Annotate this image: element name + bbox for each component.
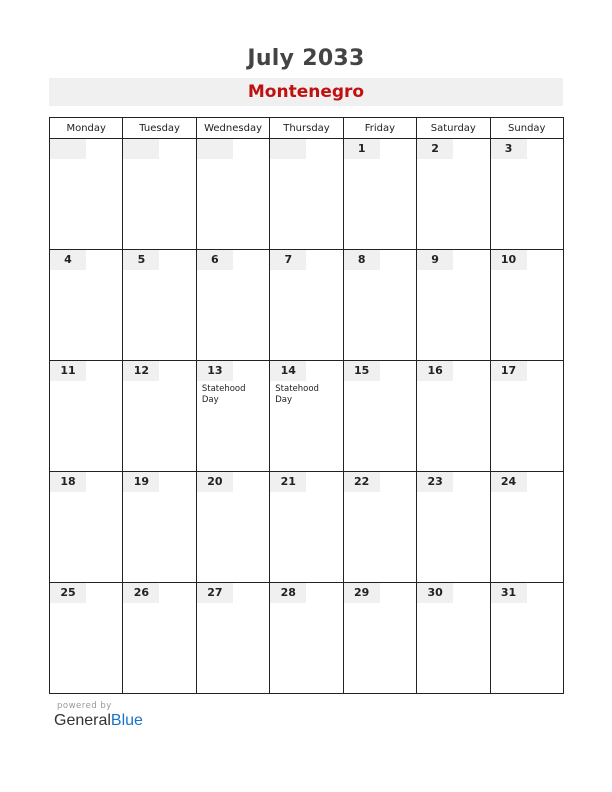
day-number: 3 [491, 139, 527, 159]
day-cell [196, 472, 269, 583]
day-number: 28 [270, 583, 306, 603]
calendar-grid [49, 117, 564, 694]
day-number: 5 [123, 250, 159, 270]
day-cell [490, 361, 563, 472]
day-cell [417, 250, 490, 361]
day-number: 14 [270, 361, 306, 381]
day-number: 9 [417, 250, 453, 270]
brand-logo[interactable] [54, 712, 143, 730]
day-cell-empty [50, 139, 123, 250]
day-number: 21 [270, 472, 306, 492]
day-number: 11 [50, 361, 86, 381]
day-number: 17 [491, 361, 527, 381]
day-cell [123, 472, 196, 583]
day-number: 27 [197, 583, 233, 603]
day-number: 6 [197, 250, 233, 270]
week-row [50, 139, 564, 250]
day-cell [123, 583, 196, 694]
day-number [50, 139, 86, 159]
weekday-header: Monday [50, 118, 123, 139]
day-cell-empty [270, 139, 343, 250]
country-name: Montenegro [247, 82, 365, 102]
day-cell-holiday [196, 361, 269, 472]
day-cell [50, 250, 123, 361]
day-cell-empty [123, 139, 196, 250]
holiday-label: Statehood Day [275, 384, 319, 405]
day-cell [50, 583, 123, 694]
week-row [50, 361, 564, 472]
day-cell [490, 139, 563, 250]
day-cell [490, 250, 563, 361]
brand-name-part2: Blue [110, 712, 143, 729]
powered-by-label: powered by [57, 701, 112, 711]
day-number: 26 [123, 583, 159, 603]
week-row [50, 583, 564, 694]
day-number: 1 [344, 139, 380, 159]
day-cell [343, 583, 416, 694]
day-cell [123, 361, 196, 472]
day-number: 15 [344, 361, 380, 381]
day-number: 24 [491, 472, 527, 492]
country-banner [49, 78, 563, 106]
day-number [197, 139, 233, 159]
day-number [270, 139, 306, 159]
weekday-header: Sunday [490, 118, 563, 139]
day-cell [417, 361, 490, 472]
day-cell [270, 250, 343, 361]
day-cell [343, 139, 416, 250]
day-cell [343, 472, 416, 583]
day-number: 7 [270, 250, 306, 270]
day-number: 16 [417, 361, 453, 381]
day-cell [417, 583, 490, 694]
day-number: 23 [417, 472, 453, 492]
day-cell [490, 583, 563, 694]
day-cell [196, 583, 269, 694]
day-number: 13 [197, 361, 233, 381]
weekday-header: Friday [343, 118, 416, 139]
day-number: 4 [50, 250, 86, 270]
day-number: 29 [344, 583, 380, 603]
day-cell [50, 472, 123, 583]
weekday-header: Thursday [270, 118, 343, 139]
day-cell-empty [196, 139, 269, 250]
weekday-header: Wednesday [196, 118, 269, 139]
week-row [50, 250, 564, 361]
weekday-header: Tuesday [123, 118, 196, 139]
day-number: 19 [123, 472, 159, 492]
day-cell [343, 250, 416, 361]
day-number: 20 [197, 472, 233, 492]
day-cell [50, 361, 123, 472]
day-cell-holiday [270, 361, 343, 472]
day-number: 10 [491, 250, 527, 270]
day-cell [270, 583, 343, 694]
day-number: 12 [123, 361, 159, 381]
day-number: 30 [417, 583, 453, 603]
day-number: 22 [344, 472, 380, 492]
day-number: 31 [491, 583, 527, 603]
day-cell [417, 472, 490, 583]
day-number: 18 [50, 472, 86, 492]
day-cell [196, 250, 269, 361]
day-cell [123, 250, 196, 361]
brand-name-part1: General [54, 712, 111, 729]
day-cell [343, 361, 416, 472]
week-row [50, 472, 564, 583]
day-number: 25 [50, 583, 86, 603]
day-cell [490, 472, 563, 583]
day-number [123, 139, 159, 159]
day-number: 2 [417, 139, 453, 159]
weekday-header-row [50, 118, 564, 139]
day-cell [417, 139, 490, 250]
day-cell [270, 472, 343, 583]
day-number: 8 [344, 250, 380, 270]
weekday-header: Saturday [417, 118, 490, 139]
page-title: July 2033 [247, 46, 365, 71]
holiday-label: Statehood Day [201, 384, 246, 405]
